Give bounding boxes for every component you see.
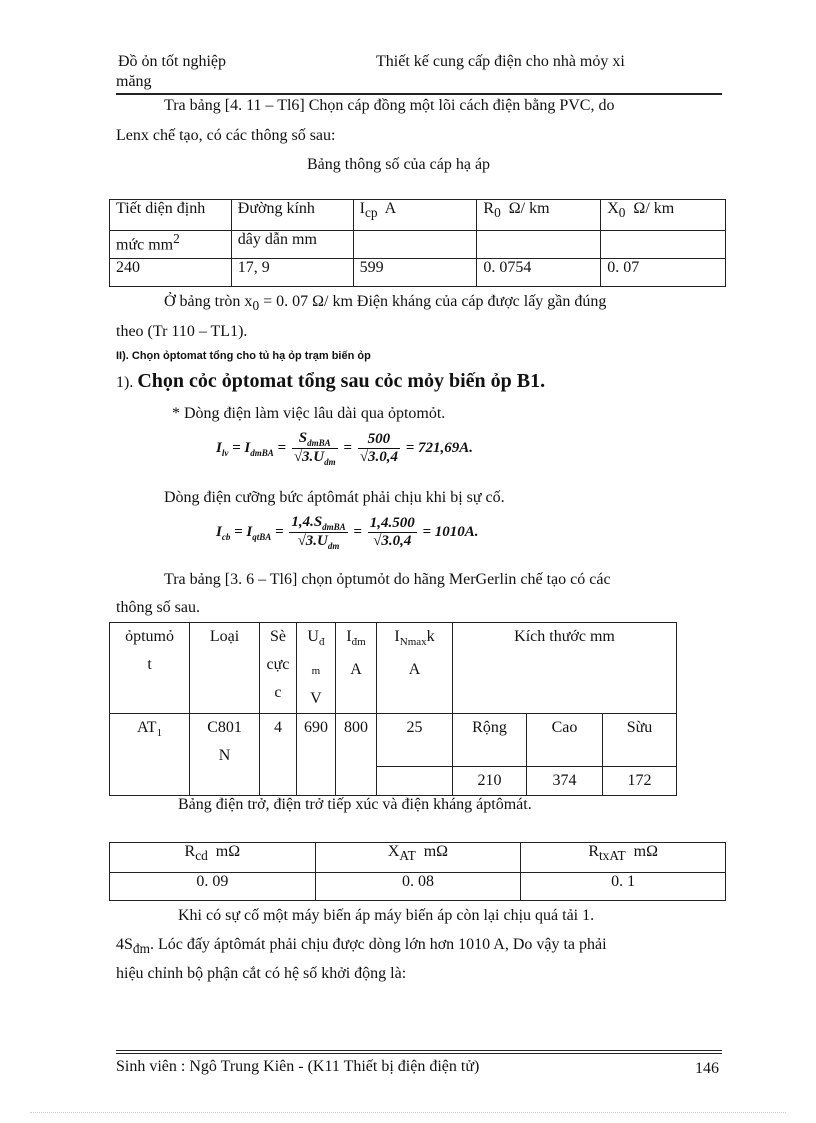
t2-header-voltage: $U_đ$ m V — [296, 623, 335, 714]
table-1-caption: Bảng thông số của cáp hạ áp — [307, 156, 491, 173]
breaker-impedance-table — [109, 842, 726, 901]
t2-breaker-breaking: 25 — [377, 714, 453, 767]
t1-cell: 0. 07 — [601, 259, 726, 287]
paragraph-2-line-2: theo (Tr 110 – TL1). — [116, 323, 248, 340]
t2-header-type: Loại — [190, 623, 260, 714]
paragraph-4: Dòng điện cưỡng bức áptômát phải chịu khi bị sự cố. — [164, 489, 505, 506]
t2-breaker-name: $AT_1$ — [110, 714, 190, 796]
t2-header-rated-current: $I_{đm}$ A — [335, 623, 376, 714]
t1-header-current: $I_{cp}$ A — [353, 200, 477, 231]
paragraph-1-line-2: Lenx chế tạo, có các thông số sau: — [116, 127, 336, 144]
t2-dim-height: 374 — [526, 767, 602, 796]
paragraph-3: * Dòng điện làm việc lâu dài qua ỏptomỏt. — [172, 405, 446, 422]
t2-dim-width-label: Rộng — [453, 714, 527, 767]
t1-cell: 0. 0754 — [477, 259, 601, 287]
t1-header-resistance: $R_0$ Ω/ km — [477, 200, 601, 231]
paragraph-6-line-2: $4S_{đm}$. Lóc đấy áptômát phải chịu được dòng lớn hơn 1010 A, Do vậy ta phải — [116, 936, 607, 957]
t3-cell: 0. 1 — [521, 873, 726, 901]
header-left: Đồ ỏn tốt nghiệp — [118, 53, 226, 70]
table-3-caption: Bảng điện trở, điện trở tiếp xúc và điện kháng áptômát. — [178, 796, 532, 813]
header-title: Thiết kế cung cấp điện cho nhà mỏy xi — [376, 53, 625, 70]
t2-dim-depth: 172 — [602, 767, 676, 796]
header-left-cont: măng — [116, 73, 152, 90]
t2-dim-depth-label: Sừu — [602, 714, 676, 767]
t2-header-breaking-current: $I_{Nmax}k$ A — [377, 623, 453, 714]
page-number: 146 — [695, 1060, 719, 1077]
t3-cell: 0. 08 — [315, 873, 521, 901]
t2-dim-width: 210 — [453, 767, 527, 796]
footer-rule-top — [116, 1050, 722, 1051]
formula-forced-current: $I_{cb} = I_{qtBA}$ = $\frac{1,4.S_{dmBA}}{√3.U_{dm}}$ = $\frac{1,4.500}{√3.0,4}$ = 1010A. — [216, 514, 479, 551]
t2-dim-height-label: Cao — [526, 714, 602, 767]
subsection-heading: 1). Chọn cỏc ỏptomat tổng sau cỏc mỏy biến ỏp B1. — [116, 370, 546, 392]
paragraph-5-line-1: Tra bảng [3. 6 – Tl6] chọn ỏptumỏt do hãng MerGerlin chế tạo có các — [164, 571, 611, 588]
t1-cell: 599 — [353, 259, 477, 287]
t3-header-tx-resistance: $R_{txAT}$ mΩ — [521, 843, 726, 873]
t1-cell: 240 — [110, 259, 232, 287]
section-heading: II). Chọn ỏptomat tổng cho tủ hạ ỏp trạm biến ỏp — [116, 350, 371, 362]
t1-header-cross-section-cont: mức $mm^2$ — [110, 231, 232, 259]
page-edge-dots — [30, 1112, 786, 1113]
cable-parameters-table — [109, 199, 726, 287]
t1-header-cross-section: Tiết diện định — [110, 200, 232, 231]
t3-header-contact-resistance: $R_{cd}$ mΩ — [110, 843, 316, 873]
paragraph-2-line-1: Ở bảng tròn $x_0 = 0$. 07 Ω/ km Điện kháng của cáp được lấy gần đúng — [164, 293, 607, 314]
footer-rule-bottom — [116, 1053, 722, 1054]
t2-breaker-type: C801 N — [190, 714, 260, 796]
t1-header-diameter-cont: dây dẫn mm — [231, 231, 353, 259]
t3-header-reactance: $X_{AT}$ mΩ — [315, 843, 521, 873]
header-rule — [116, 93, 722, 95]
paragraph-1-line-1: Tra bảng [4. 11 – Tl6] Chọn cáp đồng một lõi cách điện bằng PVC, do — [164, 97, 615, 114]
t2-breaker-poles: 4 — [259, 714, 296, 796]
footer-student: Sinh viên : Ngô Trung Kiên - (K11 Thiết bị điện điện tử) — [116, 1058, 480, 1075]
t3-cell: 0. 09 — [110, 873, 316, 901]
t2-header-breaker: ỏptumỏ t — [110, 623, 190, 714]
t1-header-diameter: Đường kính — [231, 200, 353, 231]
formula-operating-current: $I_{lv} = I_{dmBA}$ = $\frac{S_{dmBA}}{√3.U_{dm}}$ = $\frac{500}{√3.0,4}$ = 721,69A. — [216, 430, 474, 467]
t2-header-poles: Sè cực c — [259, 623, 296, 714]
paragraph-5-line-2: thông số sau. — [116, 599, 200, 616]
t2-breaker-current: 800 — [335, 714, 376, 796]
t2-breaker-voltage: 690 — [296, 714, 335, 796]
breaker-parameters-table — [109, 622, 677, 796]
t2-header-dimensions: Kích thước mm — [453, 623, 677, 714]
t1-header-reactance: $X_0$ Ω/ km — [601, 200, 726, 231]
paragraph-6-line-1: Khi có sự cố một máy biến áp máy biến áp còn lại chịu quá tải 1. — [178, 907, 595, 924]
t1-cell: 17, 9 — [231, 259, 353, 287]
paragraph-6-line-3: hiệu chỉnh bộ phận cắt có hệ số khởi động là: — [116, 965, 407, 982]
